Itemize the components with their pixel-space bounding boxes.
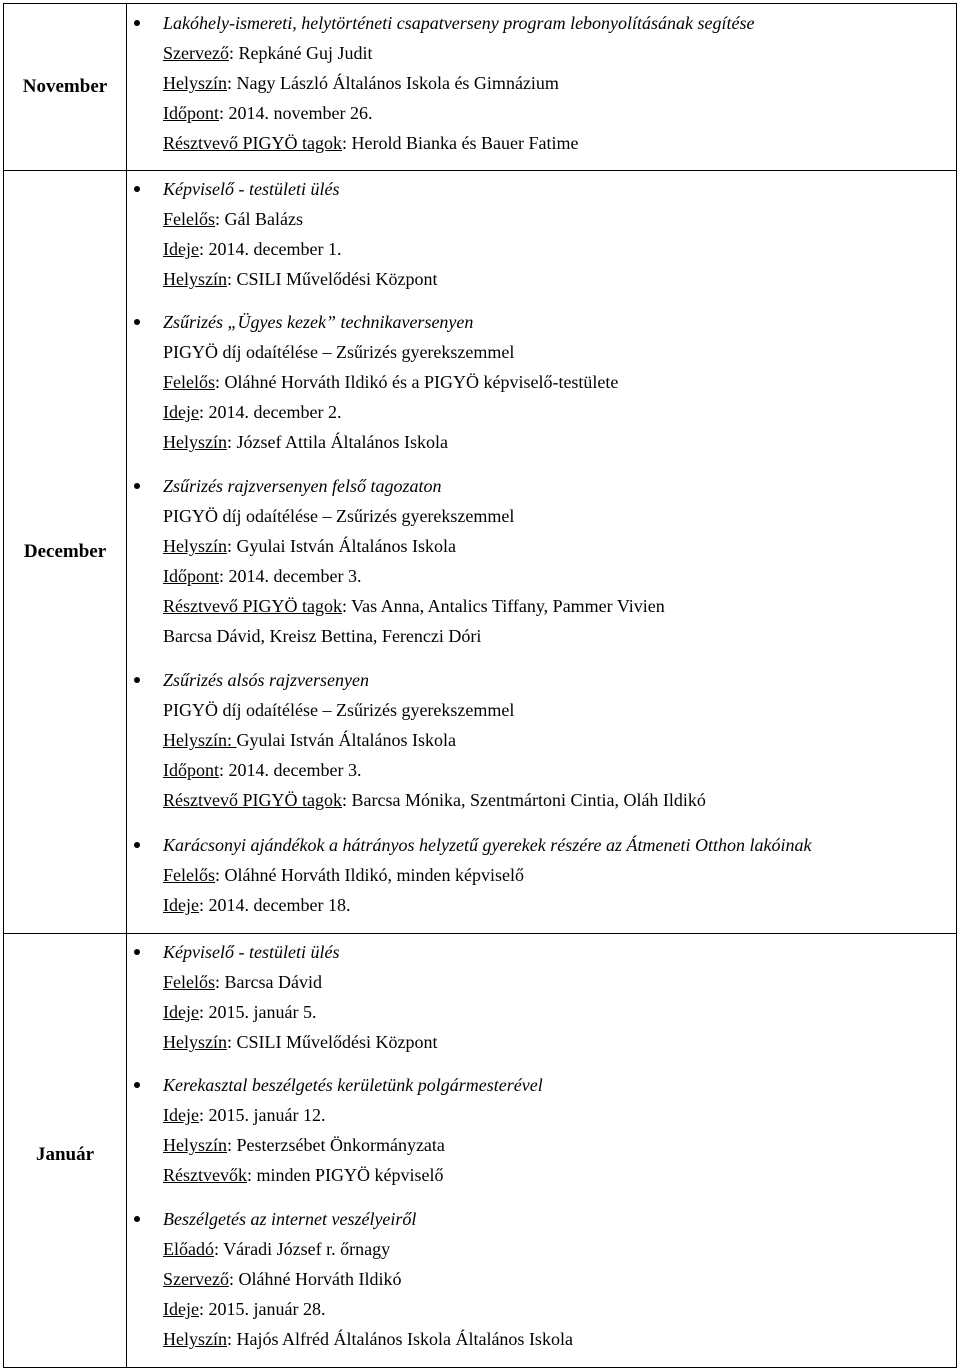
field-label: Ideje xyxy=(163,1105,199,1125)
field-label: Helyszín xyxy=(163,73,227,93)
field-label: Helyszín xyxy=(163,1329,227,1349)
field-sep: : xyxy=(198,1105,209,1125)
event-item xyxy=(163,8,956,158)
event-line xyxy=(163,1130,956,1160)
event-line xyxy=(163,98,956,128)
field-value: Oláhné Horváth Ildikó, minden képviselő xyxy=(224,865,524,885)
event-title: Zsűrizés „Ügyes kezek” technikaversenyen xyxy=(163,312,474,332)
event-line xyxy=(163,1324,956,1354)
event-line xyxy=(163,1100,956,1130)
event-line xyxy=(163,531,956,561)
event-line xyxy=(163,695,956,725)
event-item xyxy=(163,471,956,651)
bullet-icon xyxy=(134,483,140,489)
event-line xyxy=(163,997,956,1027)
field-label: Felelős xyxy=(163,372,215,392)
field-value: Barcsa Dávid xyxy=(224,972,322,992)
field-value: PIGYÖ díj odaítélése – Zsűrizés gyerekszemmel xyxy=(163,342,515,362)
field-value: Váradi József r. őrnagy xyxy=(223,1239,391,1259)
event-title: Beszélgetés az internet veszélyeiről xyxy=(163,1209,417,1229)
field-sep: : xyxy=(228,1269,239,1289)
field-value: Barcsa Mónika, Szentmártoni Cintia, Oláh Ildikó xyxy=(351,790,706,810)
field-value: Oláhné Horváth Ildikó xyxy=(238,1269,402,1289)
bullet-icon xyxy=(134,186,140,192)
field-label: Helyszín xyxy=(163,432,227,452)
field-value: 2014. november 26. xyxy=(228,103,373,123)
event-line xyxy=(163,128,956,158)
event-line xyxy=(163,68,956,98)
field-sep: : xyxy=(226,432,237,452)
month-cell-december xyxy=(3,170,127,934)
event-line xyxy=(163,397,956,427)
field-value: PIGYÖ díj odaítélése – Zsűrizés gyerekszemmel xyxy=(163,506,515,526)
event-line xyxy=(163,204,956,234)
event-item xyxy=(163,1204,956,1354)
month-cell-november xyxy=(3,3,127,171)
field-value: PIGYÖ díj odaítélése – Zsűrizés gyerekszemmel xyxy=(163,700,515,720)
event-title: Karácsonyi ajándékok a hátrányos helyzetű gyerekek részére az Átmeneti Otthon lakóinak xyxy=(163,835,812,855)
event-item xyxy=(163,937,956,1057)
event-item xyxy=(163,307,956,457)
bullet-icon xyxy=(134,1082,140,1088)
field-sep: : xyxy=(198,895,209,915)
event-line xyxy=(163,860,956,890)
field-sep: : xyxy=(215,209,225,229)
event-line xyxy=(163,1294,956,1324)
field-sep: : xyxy=(214,1239,224,1259)
event-line xyxy=(163,890,956,920)
field-label: Helyszín xyxy=(163,1032,227,1052)
event-line xyxy=(163,1160,956,1190)
field-label: Időpont xyxy=(163,103,219,123)
field-value: 2014. december 18. xyxy=(208,895,351,915)
field-sep: : xyxy=(219,760,229,780)
field-value: Oláhné Horváth Ildikó és a PIGYÖ képviselő-testülete xyxy=(224,372,619,392)
event-title: Képviselő - testületi ülés xyxy=(163,942,340,962)
bullet-icon xyxy=(134,1216,140,1222)
bullet-icon xyxy=(134,949,140,955)
field-label: Ideje xyxy=(163,239,199,259)
field-label: Felelős xyxy=(163,865,215,885)
field-value: 2014. december 2. xyxy=(208,402,342,422)
event-title: Lakóhely-ismereti, helytörténeti csapatverseny program lebonyolításának segítése xyxy=(163,13,755,33)
field-value: CSILI Művelődési Központ xyxy=(236,1032,438,1052)
field-label: Szervező xyxy=(163,1269,229,1289)
field-value: Hajós Alfréd Általános Iskola Általános Iskola xyxy=(236,1329,573,1349)
field-sep: : xyxy=(215,972,225,992)
event-title: Képviselő - testületi ülés xyxy=(163,179,340,199)
field-sep: : xyxy=(219,566,229,586)
field-sep: : xyxy=(226,1135,237,1155)
event-item xyxy=(163,174,956,294)
event-line xyxy=(163,38,956,68)
event-line xyxy=(163,591,956,621)
field-value: Herold Bianka és Bauer Fatime xyxy=(351,133,579,153)
event-line xyxy=(163,1264,956,1294)
field-value: 2014. december 1. xyxy=(208,239,342,259)
month-label: November xyxy=(22,76,108,97)
event-item xyxy=(163,830,956,920)
field-label: Ideje xyxy=(163,1299,199,1319)
field-value: 2014. december 3. xyxy=(228,760,362,780)
month-label: Január xyxy=(35,1143,95,1165)
field-value: minden PIGYÖ képviselő xyxy=(256,1165,444,1185)
field-value: 2015. január 12. xyxy=(208,1105,326,1125)
event-line xyxy=(163,367,956,397)
month-label: December xyxy=(23,541,107,562)
field-sep: : xyxy=(198,239,209,259)
month-cell-januar xyxy=(3,933,127,1368)
field-sep: : xyxy=(226,536,237,556)
events-cell-november xyxy=(127,3,957,171)
event-title: Zsűrizés alsós rajzversenyen xyxy=(163,670,369,690)
field-label: Ideje xyxy=(163,895,199,915)
field-value: Gál Balázs xyxy=(224,209,303,229)
field-sep: : xyxy=(198,1002,209,1022)
field-label: Résztvevő PIGYÖ tagok xyxy=(163,790,342,810)
field-sep: : xyxy=(215,865,225,885)
field-label: Felelős xyxy=(163,972,215,992)
field-label: Helyszín xyxy=(163,1135,227,1155)
event-line xyxy=(163,1234,956,1264)
event-line xyxy=(163,561,956,591)
bullet-icon xyxy=(134,677,140,683)
field-label: Helyszín: xyxy=(163,730,237,750)
field-label: Ideje xyxy=(163,1002,199,1022)
field-sep: : xyxy=(341,790,352,810)
field-label: Szervező xyxy=(163,43,229,63)
field-sep: : xyxy=(226,1329,237,1349)
field-label: Felelős xyxy=(163,209,215,229)
event-line xyxy=(163,264,956,294)
event-line xyxy=(163,427,956,457)
event-line xyxy=(163,337,956,367)
event-item xyxy=(163,1070,956,1190)
event-line xyxy=(163,967,956,997)
field-label: Résztvevő PIGYÖ tagok xyxy=(163,596,342,616)
field-value: Gyulai István Általános Iskola xyxy=(236,536,456,556)
bullet-icon xyxy=(134,842,140,848)
field-value: Nagy László Általános Iskola és Gimnázium xyxy=(236,73,559,93)
field-label: Résztvevők xyxy=(163,1165,247,1185)
field-sep: : xyxy=(226,1032,237,1052)
field-value: Repkáné Guj Judit xyxy=(238,43,373,63)
event-line xyxy=(163,501,956,531)
event-line xyxy=(163,1027,956,1057)
field-sep: : xyxy=(341,596,352,616)
field-value: József Attila Általános Iskola xyxy=(236,432,448,452)
field-label: Időpont xyxy=(163,760,219,780)
field-value: Gyulai István Általános Iskola xyxy=(236,730,456,750)
field-sep: : xyxy=(198,402,209,422)
field-value: Pesterzsébet Önkormányzata xyxy=(236,1135,445,1155)
field-label: Előadó xyxy=(163,1239,214,1259)
events-cell-december xyxy=(127,170,957,934)
event-item xyxy=(163,665,956,815)
event-line xyxy=(163,234,956,264)
field-label: Ideje xyxy=(163,402,199,422)
field-value: 2014. december 3. xyxy=(228,566,362,586)
events-cell-januar xyxy=(127,933,957,1368)
event-line xyxy=(163,621,956,651)
field-label: Résztvevő PIGYÖ tagok xyxy=(163,133,342,153)
event-title: Zsűrizés rajzversenyen felső tagozaton xyxy=(163,476,442,496)
field-label: Helyszín xyxy=(163,536,227,556)
bullet-icon xyxy=(134,319,140,325)
field-sep: : xyxy=(215,372,225,392)
field-sep: : xyxy=(246,1165,257,1185)
field-value: 2015. január 5. xyxy=(208,1002,317,1022)
event-line xyxy=(163,755,956,785)
field-sep: : xyxy=(228,43,239,63)
field-sep: : xyxy=(226,269,237,289)
field-label: Időpont xyxy=(163,566,219,586)
event-title: Kerekasztal beszélgetés kerületünk polgármesterével xyxy=(163,1075,543,1095)
event-line xyxy=(163,785,956,815)
field-value: Barcsa Dávid, Kreisz Bettina, Ferenczi Dóri xyxy=(163,626,482,646)
field-value: 2015. január 28. xyxy=(208,1299,326,1319)
field-sep: : xyxy=(198,1299,209,1319)
field-label: Helyszín xyxy=(163,269,227,289)
field-sep: : xyxy=(226,73,237,93)
field-sep: : xyxy=(219,103,229,123)
field-sep: : xyxy=(341,133,352,153)
field-value: Vas Anna, Antalics Tiffany, Pammer Vivien xyxy=(351,596,665,616)
bullet-icon xyxy=(134,20,140,26)
field-value: CSILI Művelődési Központ xyxy=(236,269,438,289)
event-line xyxy=(163,725,956,755)
